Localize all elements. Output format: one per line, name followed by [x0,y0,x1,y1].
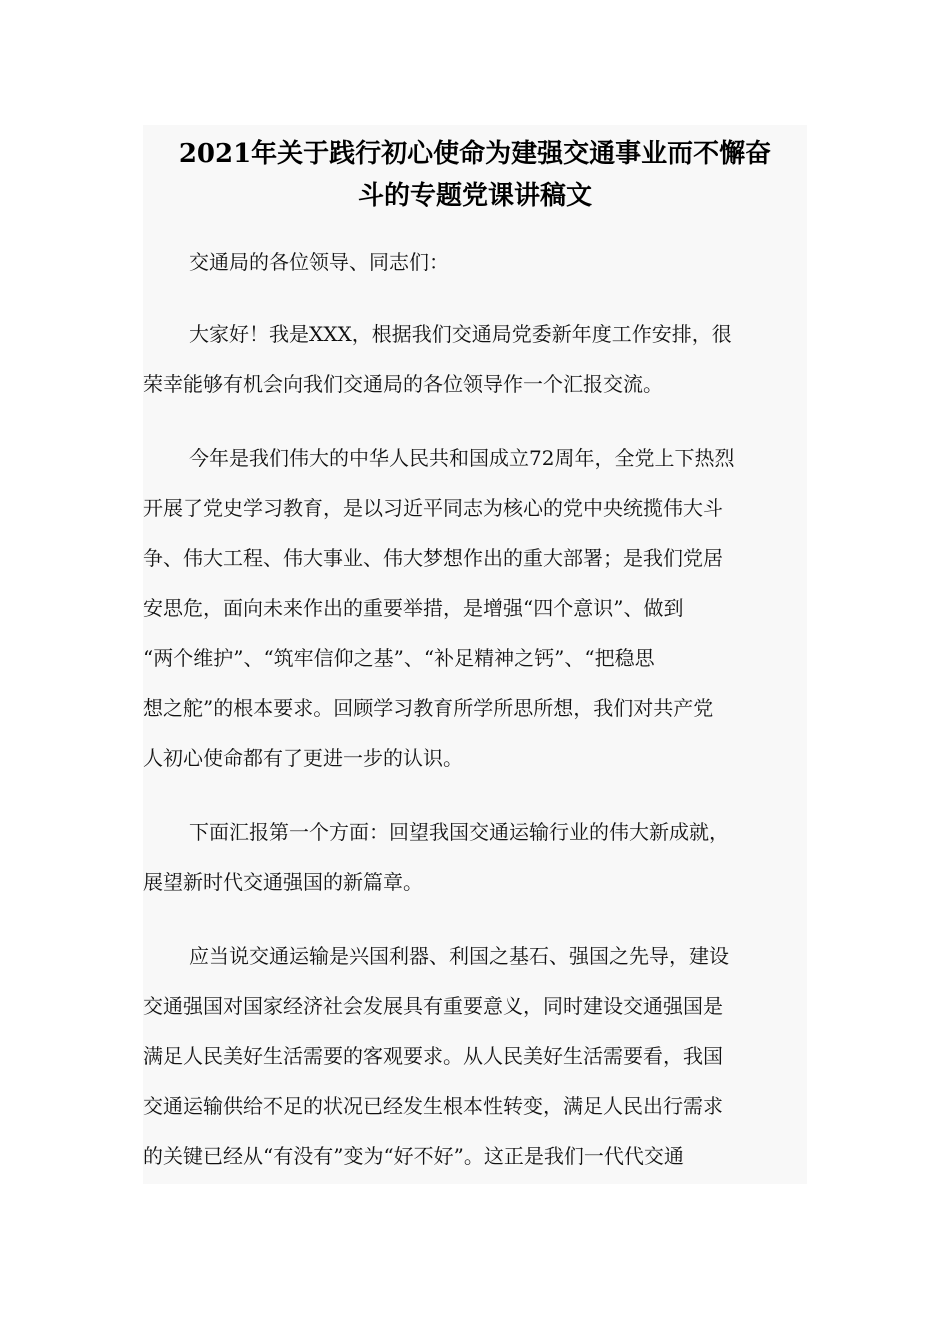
text-line: 争、伟大工程、伟大事业、伟大梦想作出的重大部署；是我们党居 [143,546,723,570]
title-line: 2021年关于践行初心使命为建强交通事业而不懈奋 [178,139,772,169]
text-line: “两个维护”、“筑牢信仰之基”、“补足精神之钙”、“把稳思 [143,646,655,670]
title-line: 斗的专题党课讲稿文 [357,181,592,211]
document-page [143,125,807,1184]
text-line: 想之舵”的根本要求。回顾学习教育所学所思所想，我们对共产党 [143,696,714,720]
text-line: 安思危，面向未来作出的重要举措，是增强“四个意识”、做到 [143,596,684,620]
body-paragraph [143,931,807,1181]
text-line: 交通运输供给不足的状况已经发生根本性转变，满足人民出行需求 [143,1094,723,1118]
text-line: 的关键已经从“有没有”变为“好不好”。这正是我们一代代交通 [143,1144,684,1168]
text-line: 大家好！我是XXX，根据我们交通局党委新年度工作安排，很 [189,322,732,346]
text-line: 荣幸能够有机会向我们交通局的各位领导作一个汇报交流。 [143,372,663,396]
text-line: 应当说交通运输是兴国利器、利国之基石、强国之先导，建设 [189,944,729,968]
text-line: 开展了党史学习教育，是以习近平同志为核心的党中央统揽伟大斗 [143,496,723,520]
text-line: 交通强国对国家经济社会发展具有重要意义，同时建设交通强国是 [143,994,723,1018]
body-paragraph [143,433,807,783]
text-line: 展望新时代交通强国的新篇章。 [143,870,423,894]
text-line: 满足人民美好生活需要的客观要求。从人民美好生活需要看，我国 [143,1044,723,1068]
text-line: 今年是我们伟大的中华人民共和国成立72周年，全党上下热烈 [189,446,735,470]
text-line: 人初心使命都有了更进一步的认识。 [143,746,463,770]
greeting-paragraph [143,309,807,409]
text-line: 交通局的各位领导、同志们： [189,250,449,274]
salutation-paragraph [143,237,807,287]
document-title [143,133,807,217]
section-intro-paragraph [143,807,807,907]
text-line: 下面汇报第一个方面：回望我国交通运输行业的伟大新成就， [189,820,729,844]
